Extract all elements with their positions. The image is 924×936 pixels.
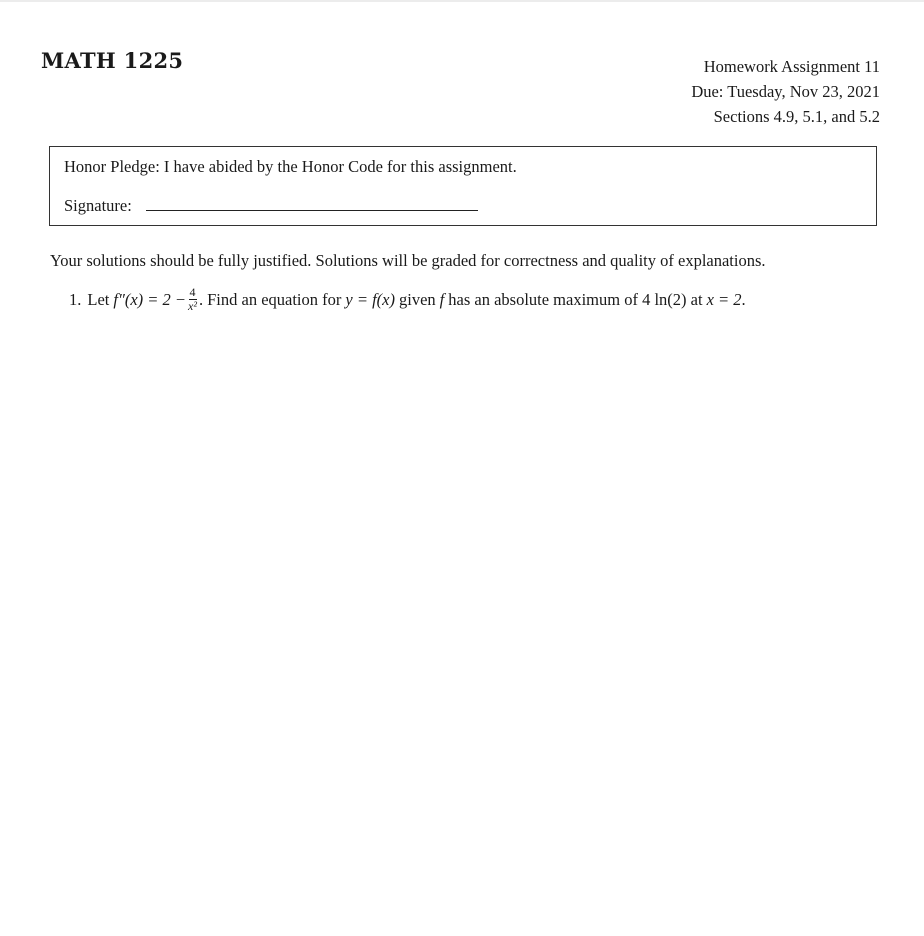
signature-label: Signature: bbox=[64, 196, 132, 215]
honor-pledge-box bbox=[49, 146, 877, 226]
problem-condition: x = 2 bbox=[706, 289, 742, 309]
fraction-numerator: 4 bbox=[189, 285, 196, 299]
problem-text-2: given bbox=[398, 289, 436, 309]
top-border bbox=[0, 0, 924, 2]
problem-equation: y = f(x) bbox=[345, 289, 395, 309]
sections-covered: Sections 4.9, 5.1, and 5.2 bbox=[713, 107, 880, 126]
problem-lead: Let bbox=[87, 289, 110, 309]
course-title: MATH 1225 bbox=[41, 48, 184, 73]
problem-text-1: Find an equation for bbox=[207, 289, 342, 309]
problem-end: . bbox=[741, 289, 746, 309]
problem-lhs: f″(x) = 2 − bbox=[113, 289, 187, 309]
period: . bbox=[198, 289, 204, 309]
fraction bbox=[188, 286, 197, 313]
signature-line bbox=[146, 210, 478, 211]
problem-text-3: has an absolute maximum of 4 ln(2) at bbox=[448, 289, 703, 309]
assignment-title: Homework Assignment 11 bbox=[703, 57, 880, 76]
assignment-info bbox=[691, 54, 880, 129]
pledge-statement: Honor Pledge: I have abided by the Honor Code for this assignment. bbox=[64, 157, 517, 176]
problem-var: f bbox=[439, 289, 445, 309]
due-date: Due: Tuesday, Nov 23, 2021 bbox=[691, 82, 880, 101]
problem-1 bbox=[69, 286, 746, 313]
problem-number: 1. bbox=[69, 289, 82, 309]
instructions: Your solutions should be fully justified. Solutions will be graded for correctness and quality of explanations. bbox=[50, 251, 766, 270]
fraction-denominator: x² bbox=[188, 299, 197, 313]
